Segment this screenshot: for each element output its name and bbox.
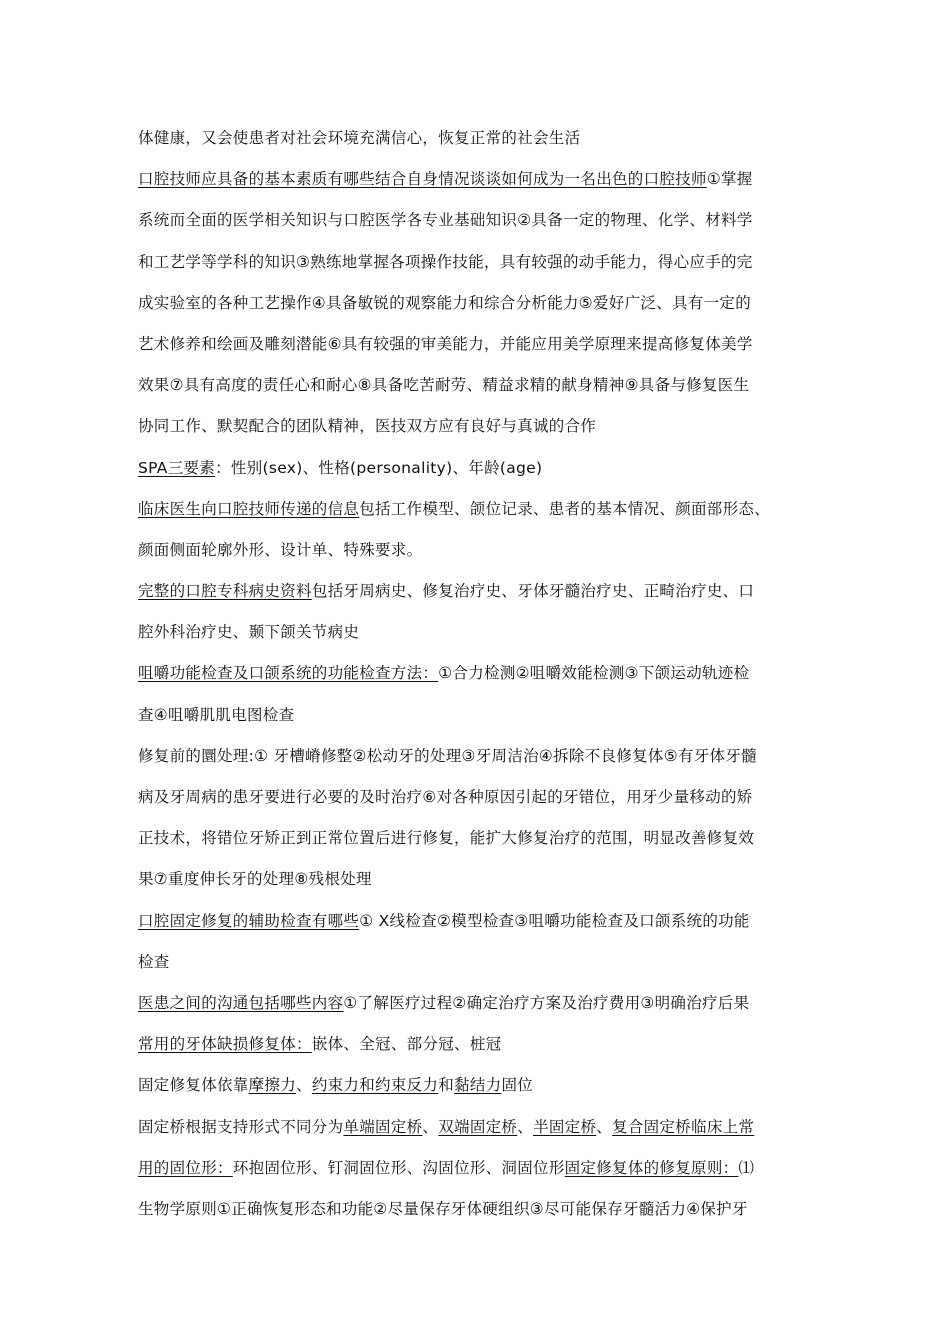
text-segment: 成实验室的各种工艺操作④具备敏锐的观察能力和综合分析能力⑤爱好广泛、具有一定的 — [138, 293, 751, 312]
underlined-term: 半固定桥 — [533, 1117, 597, 1136]
text-segment: ①合力检测②咀嚼效能检测③下颌运动轨迹检 — [438, 664, 750, 683]
text-segment: 病及牙周病的患牙要进行必要的及时治疗⑥对各种原因引起的牙错位，用牙少量移动的矫 — [138, 788, 753, 806]
text-line — [138, 1024, 818, 1065]
text-line — [138, 859, 818, 900]
text-line — [138, 118, 818, 159]
underlined-term: 医患之间的沟通包括哪些内容 — [138, 993, 344, 1012]
text-line — [138, 242, 818, 283]
underlined-term: 完整的口腔专科病史资料 — [138, 582, 312, 601]
text-line — [138, 159, 818, 200]
text-segment: 、 — [596, 1117, 613, 1136]
underlined-term: 单端固定桥 — [343, 1117, 423, 1136]
text-segment: 、 — [422, 1117, 439, 1136]
underlined-term: SPA三要素 — [138, 458, 216, 477]
text-segment: 查④咀嚼肌肌电图检查 — [138, 705, 295, 724]
text-line — [138, 406, 818, 447]
text-segment: ① X线检查②模型检查③咀嚼功能检查及口颌系统的功能 — [359, 911, 750, 930]
text-line — [138, 283, 818, 324]
text-line — [138, 448, 818, 489]
text-segment: ：性别(sex)、性格(personality)、年龄(age) — [215, 458, 543, 477]
underlined-term: 临床医生向口腔技师传递的信息 — [138, 499, 360, 518]
text-segment: 正技术，将错位牙矫正到正常位置后进行修复，能扩大修复治疗的范围，明显改善修复效 — [138, 829, 755, 848]
text-segment: 和工艺学等学科的知识③熟练地掌握各项操作技能，具有较强的动手能力，得心应手的完 — [138, 252, 753, 271]
underlined-term: 摩擦力 — [248, 1076, 297, 1095]
text-segment: 包括牙周病史、修复治疗史、牙体牙髓治疗史、正畸治疗史、口 — [311, 582, 755, 601]
text-segment: 固定修复体依靠 — [138, 1076, 249, 1095]
text-line — [138, 653, 818, 694]
text-segment: 包括工作模型、颌位记录、患者的基本情况、颜面部形态、 — [359, 499, 771, 518]
text-segment: 协同工作、默契配合的团队精神，医技双方应有良好与真诚的合作 — [138, 417, 597, 436]
text-line — [138, 324, 818, 365]
underlined-term: 口腔技师应具备的基本素质有哪些结合自身情况谈谈如何成为一名出色的口腔技师 — [138, 170, 707, 189]
underlined-term: 口腔固定修复的辅助检查有哪些 — [138, 911, 360, 930]
text-line — [138, 983, 818, 1024]
text-segment: ①掌握 — [706, 170, 753, 189]
text-segment: 固定桥根据支持形式不同分为 — [138, 1117, 344, 1136]
underlined-term: 黏结力 — [454, 1076, 502, 1095]
text-line — [138, 1148, 818, 1189]
underlined-term: 约束力和约束反力 — [311, 1076, 439, 1095]
underlined-term: 常用的牙体缺损修复体： — [138, 1035, 312, 1054]
text-segment: 修复前的圜处理:① 牙槽嵴修整②松动牙的处理③牙周洁治④拆除不良修复体⑤有牙体牙髓 — [138, 746, 757, 765]
text-line — [138, 530, 818, 571]
text-line — [138, 365, 818, 406]
text-segment: 效果⑦具有高度的责任心和耐心⑧具备吃苦耐劳、精益求精的献身精神⑨具备与修复医生 — [138, 376, 750, 395]
text-line — [138, 1107, 818, 1148]
text-segment: 艺术修养和绘画及雕刻潜能⑥具有较强的审美能力，并能应用美学原理来提高修复体美学 — [138, 334, 753, 353]
text-segment: ⑴ — [738, 1158, 755, 1177]
text-segment: 腔外科治疗史、颞下颌关节病史 — [138, 623, 360, 642]
text-line — [138, 200, 818, 241]
text-segment: 固位 — [501, 1076, 534, 1095]
document-body — [138, 118, 818, 1230]
text-line — [138, 736, 818, 777]
text-segment: 和 — [438, 1076, 455, 1095]
text-segment: 、 — [296, 1076, 312, 1095]
text-segment: 检查 — [138, 952, 170, 971]
text-line — [138, 942, 818, 983]
text-segment: 、 — [517, 1117, 534, 1136]
text-line — [138, 612, 818, 653]
text-segment: ①了解医疗过程②确定治疗方案及治疗费用③明确治疗后果 — [343, 993, 750, 1012]
underlined-term: 固定修复体的修复原则： — [564, 1158, 739, 1177]
underlined-term: 双端固定桥 — [438, 1117, 518, 1136]
text-segment: 颜面侧面轮廓外形、设计单、特殊要求。 — [138, 540, 423, 559]
underlined-term: 复合固定桥临床上常 — [612, 1117, 755, 1136]
text-segment: 体健康，又会使患者对社会环境充满信心，恢复正常的社会生活 — [138, 129, 581, 147]
text-line — [138, 1189, 818, 1230]
text-line — [138, 901, 818, 942]
text-segment: 环抱固位形、钉洞固位形、沟固位形、洞固位形 — [232, 1158, 565, 1177]
text-segment: 系统而全面的医学相关知识与口腔医学各专业基础知识②具备一定的物理、化学、材料学 — [138, 211, 753, 230]
text-line — [138, 695, 818, 736]
underlined-term: 用的固位形： — [138, 1158, 233, 1177]
text-line — [138, 818, 818, 859]
text-segment: 果⑦重度伸长牙的处理⑧残根处理 — [138, 870, 372, 889]
text-line — [138, 1065, 818, 1106]
text-segment: 生物学原则①正确恢复形态和功能②尽量保存牙体硬组织③尽可能保存牙髓活力④保护牙 — [138, 1199, 748, 1218]
text-segment: 嵌体、全冠、部分冠、桩冠 — [311, 1035, 502, 1054]
text-line — [138, 489, 818, 530]
underlined-term: 咀嚼功能检查及口颌系统的功能检查方法： — [138, 664, 439, 683]
text-line — [138, 571, 818, 612]
document-page — [138, 118, 818, 1230]
text-line — [138, 777, 818, 818]
